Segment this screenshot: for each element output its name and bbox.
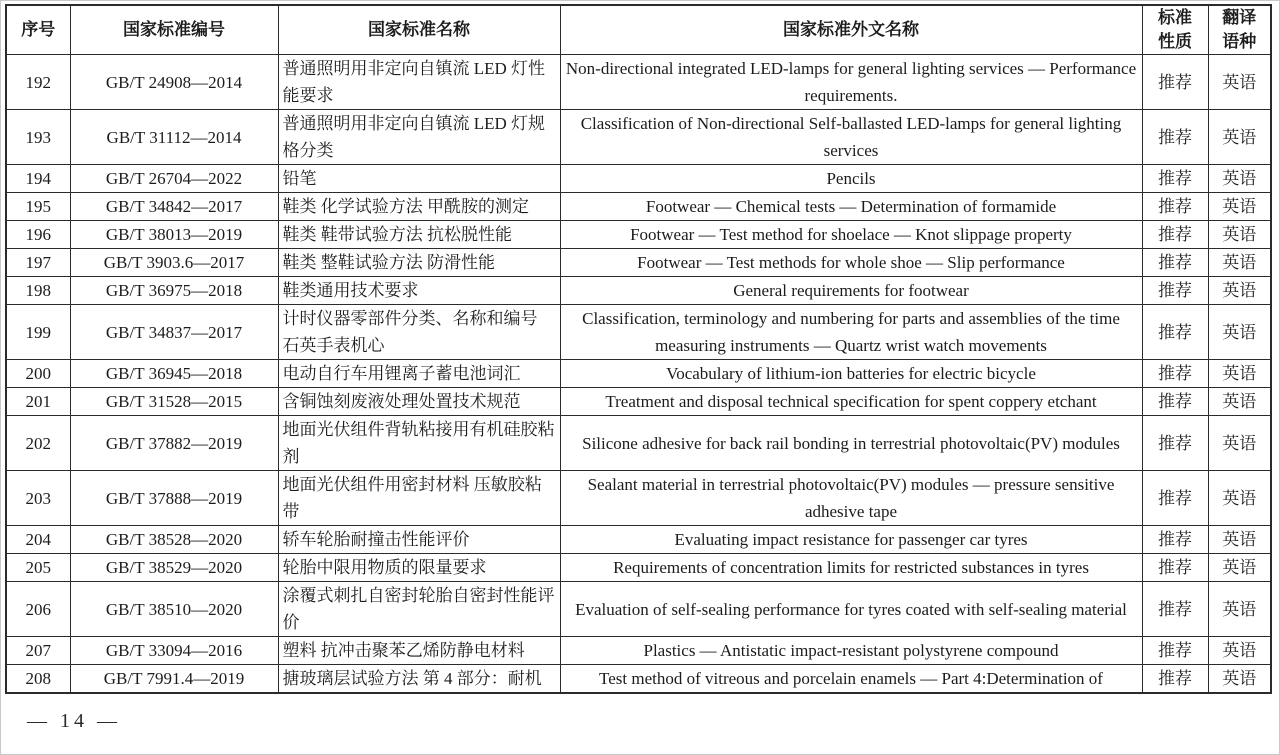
cell-standard-name-cn: 普通照明用非定向自镇流 LED 灯规格分类	[278, 110, 560, 165]
table-row	[6, 554, 1271, 582]
cell-serial-number: 197	[6, 249, 70, 277]
cell-standard-name-en: Sealant material in terrestrial photovoltaic(PV) modules — pressure sensitive adhesive tape	[560, 471, 1142, 526]
table-row	[6, 582, 1271, 637]
cell-standard-nature: 推荐	[1142, 471, 1208, 526]
cell-standard-nature: 推荐	[1142, 221, 1208, 249]
cell-standard-nature: 推荐	[1142, 416, 1208, 471]
cell-translation-language: 英语	[1208, 277, 1271, 305]
table-body	[6, 55, 1271, 694]
table-row	[6, 526, 1271, 554]
table-row	[6, 665, 1271, 694]
page-number: — 14 —	[27, 710, 121, 732]
cell-translation-language: 英语	[1208, 249, 1271, 277]
cell-standard-name-cn: 轮胎中限用物质的限量要求	[278, 554, 560, 582]
cell-translation-language: 英语	[1208, 526, 1271, 554]
cell-standard-name-en: Evaluation of self-sealing performance for tyres coated with self-sealing material	[560, 582, 1142, 637]
cell-translation-language: 英语	[1208, 582, 1271, 637]
cell-translation-language: 英语	[1208, 665, 1271, 694]
cell-standard-name-en: Classification, terminology and numbering for parts and assemblies of the time measuring instruments — Quartz wrist watch movements	[560, 305, 1142, 360]
table-row	[6, 249, 1271, 277]
cell-translation-language: 英语	[1208, 637, 1271, 665]
cell-standard-name-cn: 地面光伏组件用密封材料 压敏胶粘带	[278, 471, 560, 526]
cell-standard-nature: 推荐	[1142, 665, 1208, 694]
cell-standard-name-cn: 地面光伏组件背轨粘接用有机硅胶粘剂	[278, 416, 560, 471]
table-row	[6, 305, 1271, 360]
cell-standard-nature: 推荐	[1142, 193, 1208, 221]
header-serial-number: 序号	[6, 5, 70, 55]
table-row	[6, 55, 1271, 110]
header-standard-name-en: 国家标准外文名称	[560, 5, 1142, 55]
cell-standard-name-cn: 鞋类通用技术要求	[278, 277, 560, 305]
cell-standard-code: GB/T 36945—2018	[70, 360, 278, 388]
cell-standard-name-cn: 塑料 抗冲击聚苯乙烯防静电材料	[278, 637, 560, 665]
cell-serial-number: 206	[6, 582, 70, 637]
cell-standard-name-en: General requirements for footwear	[560, 277, 1142, 305]
cell-standard-code: GB/T 38013—2019	[70, 221, 278, 249]
cell-standard-nature: 推荐	[1142, 277, 1208, 305]
cell-translation-language: 英语	[1208, 193, 1271, 221]
cell-standard-name-cn: 搪玻璃层试验方法 第 4 部分：耐机	[278, 665, 560, 694]
cell-standard-nature: 推荐	[1142, 55, 1208, 110]
table-row	[6, 193, 1271, 221]
cell-translation-language: 英语	[1208, 388, 1271, 416]
table-row	[6, 637, 1271, 665]
cell-serial-number: 204	[6, 526, 70, 554]
header-translation-language: 翻译语种	[1208, 5, 1271, 55]
cell-translation-language: 英语	[1208, 471, 1271, 526]
cell-standard-nature: 推荐	[1142, 360, 1208, 388]
cell-translation-language: 英语	[1208, 360, 1271, 388]
cell-standard-nature: 推荐	[1142, 582, 1208, 637]
cell-standard-name-cn: 计时仪器零部件分类、名称和编号 石英手表机心	[278, 305, 560, 360]
cell-serial-number: 196	[6, 221, 70, 249]
cell-standard-nature: 推荐	[1142, 388, 1208, 416]
cell-serial-number: 208	[6, 665, 70, 694]
cell-standard-name-cn: 鞋类 鞋带试验方法 抗松脱性能	[278, 221, 560, 249]
cell-standard-nature: 推荐	[1142, 526, 1208, 554]
header-row	[6, 5, 1271, 55]
cell-standard-code: GB/T 24908—2014	[70, 55, 278, 110]
cell-standard-name-en: Evaluating impact resistance for passenger car tyres	[560, 526, 1142, 554]
cell-standard-name-en: Test method of vitreous and porcelain enamels — Part 4:Determination of	[560, 665, 1142, 694]
cell-standard-name-cn: 鞋类 整鞋试验方法 防滑性能	[278, 249, 560, 277]
table-row	[6, 360, 1271, 388]
cell-standard-code: GB/T 37882—2019	[70, 416, 278, 471]
cell-standard-code: GB/T 36975—2018	[70, 277, 278, 305]
cell-standard-name-cn: 轿车轮胎耐撞击性能评价	[278, 526, 560, 554]
cell-standard-code: GB/T 38529—2020	[70, 554, 278, 582]
cell-standard-name-cn: 涂覆式刺扎自密封轮胎自密封性能评价	[278, 582, 560, 637]
cell-standard-name-en: Footwear — Test methods for whole shoe — Slip performance	[560, 249, 1142, 277]
cell-serial-number: 201	[6, 388, 70, 416]
cell-translation-language: 英语	[1208, 554, 1271, 582]
cell-standard-code: GB/T 33094—2016	[70, 637, 278, 665]
table-row	[6, 221, 1271, 249]
cell-standard-code: GB/T 34837—2017	[70, 305, 278, 360]
cell-standard-nature: 推荐	[1142, 249, 1208, 277]
cell-serial-number: 203	[6, 471, 70, 526]
cell-standard-name-en: Plastics — Antistatic impact-resistant polystyrene compound	[560, 637, 1142, 665]
header-standard-nature: 标准性质	[1142, 5, 1208, 55]
cell-standard-nature: 推荐	[1142, 305, 1208, 360]
cell-standard-name-en: Non-directional integrated LED-lamps for general lighting services — Performance requirements.	[560, 55, 1142, 110]
cell-standard-name-en: Footwear — Test method for shoelace — Knot slippage property	[560, 221, 1142, 249]
cell-standard-code: GB/T 31112—2014	[70, 110, 278, 165]
cell-standard-name-en: Treatment and disposal technical specification for spent coppery etchant	[560, 388, 1142, 416]
cell-standard-nature: 推荐	[1142, 554, 1208, 582]
cell-translation-language: 英语	[1208, 165, 1271, 193]
cell-serial-number: 207	[6, 637, 70, 665]
cell-standard-name-en: Classification of Non-directional Self-ballasted LED-lamps for general lighting services	[560, 110, 1142, 165]
cell-standard-code: GB/T 38528—2020	[70, 526, 278, 554]
cell-standard-name-en: Vocabulary of lithium-ion batteries for electric bicycle	[560, 360, 1142, 388]
cell-standard-nature: 推荐	[1142, 110, 1208, 165]
cell-translation-language: 英语	[1208, 416, 1271, 471]
cell-standard-code: GB/T 26704—2022	[70, 165, 278, 193]
cell-serial-number: 192	[6, 55, 70, 110]
cell-serial-number: 205	[6, 554, 70, 582]
cell-standard-code: GB/T 7991.4—2019	[70, 665, 278, 694]
cell-serial-number: 199	[6, 305, 70, 360]
cell-standard-code: GB/T 34842—2017	[70, 193, 278, 221]
cell-standard-name-cn: 电动自行车用锂离子蓄电池词汇	[278, 360, 560, 388]
cell-serial-number: 200	[6, 360, 70, 388]
header-standard-code: 国家标准编号	[70, 5, 278, 55]
cell-standard-code: GB/T 37888—2019	[70, 471, 278, 526]
cell-serial-number: 194	[6, 165, 70, 193]
cell-standard-name-cn: 鞋类 化学试验方法 甲酰胺的测定	[278, 193, 560, 221]
cell-standard-name-en: Silicone adhesive for back rail bonding in terrestrial photovoltaic(PV) modules	[560, 416, 1142, 471]
cell-translation-language: 英语	[1208, 110, 1271, 165]
cell-serial-number: 198	[6, 277, 70, 305]
cell-translation-language: 英语	[1208, 305, 1271, 360]
header-standard-name-cn: 国家标准名称	[278, 5, 560, 55]
table-row	[6, 277, 1271, 305]
cell-serial-number: 193	[6, 110, 70, 165]
table-header	[6, 5, 1271, 55]
cell-standard-nature: 推荐	[1142, 165, 1208, 193]
table-row	[6, 471, 1271, 526]
cell-standard-code: GB/T 3903.6—2017	[70, 249, 278, 277]
cell-standard-name-en: Requirements of concentration limits for restricted substances in tyres	[560, 554, 1142, 582]
table-row	[6, 165, 1271, 193]
cell-standard-name-cn: 普通照明用非定向自镇流 LED 灯性能要求	[278, 55, 560, 110]
cell-standard-code: GB/T 38510—2020	[70, 582, 278, 637]
cell-standard-name-cn: 含铜蚀刻废液处理处置技术规范	[278, 388, 560, 416]
cell-translation-language: 英语	[1208, 55, 1271, 110]
cell-translation-language: 英语	[1208, 221, 1271, 249]
cell-standard-name-cn: 铅笔	[278, 165, 560, 193]
table-row	[6, 110, 1271, 165]
cell-standard-name-en: Footwear — Chemical tests — Determination of formamide	[560, 193, 1142, 221]
cell-serial-number: 195	[6, 193, 70, 221]
cell-serial-number: 202	[6, 416, 70, 471]
table-row	[6, 388, 1271, 416]
cell-standard-code: GB/T 31528—2015	[70, 388, 278, 416]
standards-table	[5, 4, 1272, 694]
cell-standard-nature: 推荐	[1142, 637, 1208, 665]
cell-standard-name-en: Pencils	[560, 165, 1142, 193]
table-row	[6, 416, 1271, 471]
